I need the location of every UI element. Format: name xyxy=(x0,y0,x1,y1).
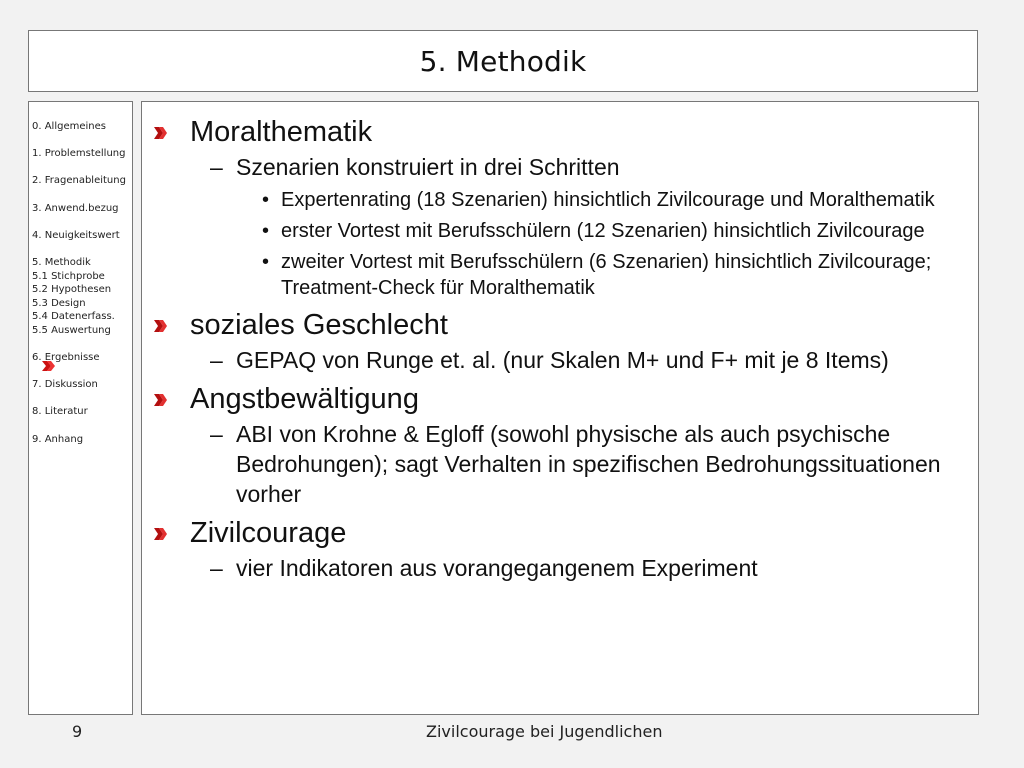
nav-item[interactable]: 5.2 Hypothesen xyxy=(32,284,112,296)
section-heading-text: Moralthematik xyxy=(190,116,373,148)
sub-point xyxy=(152,553,964,583)
red-arrow-bullet-icon xyxy=(154,393,168,407)
navigation-panel xyxy=(28,101,133,715)
nav-item[interactable]: 5.3 Design xyxy=(32,297,86,309)
nav-item[interactable]: 5.1 Stichprobe xyxy=(32,270,105,282)
section-heading xyxy=(152,307,964,343)
nav-item[interactable]: 1. Problemstellung xyxy=(32,148,126,160)
footer-title: Zivilcourage bei Jugendlichen xyxy=(426,722,663,741)
nav-item[interactable]: 5. Methodik xyxy=(32,256,91,268)
dot-bullet: • xyxy=(262,220,270,242)
nav-item[interactable]: 5.5 Auswertung xyxy=(32,324,111,336)
dot-bullet: • xyxy=(262,189,270,211)
nav-item[interactable]: 6. Ergebnisse xyxy=(32,352,100,364)
detail-point xyxy=(152,249,964,301)
sub-point-text: Szenarien konstruiert in drei Schritten xyxy=(236,154,620,180)
slide-content xyxy=(152,108,964,583)
section-heading xyxy=(152,114,964,150)
sub-point-text: GEPAQ von Runge et. al. (nur Skalen M+ und F+ mit je 8 Items) xyxy=(236,347,889,373)
slide-title-box xyxy=(28,30,978,92)
navigation-list xyxy=(32,120,126,460)
section-heading-text: Zivilcourage xyxy=(190,517,347,549)
sub-point-text: vier Indikatoren aus vorangegangenem Experiment xyxy=(236,555,758,581)
nav-item[interactable]: 3. Anwend.bezug xyxy=(32,202,119,214)
sub-point-text: ABI von Krohne & Egloff (sowohl physische als auch psychische Bedrohungen); sagt Verhalten in spezifischen Bedrohungssituationen vorher xyxy=(236,421,941,507)
red-arrow-bullet-icon xyxy=(154,319,168,333)
page-number: 9 xyxy=(72,722,83,741)
section-heading-text: soziales Geschlecht xyxy=(190,309,448,341)
section-heading xyxy=(152,515,964,551)
section-heading-text: Angstbewältigung xyxy=(190,383,419,415)
section-heading xyxy=(152,381,964,417)
detail-point-text: Expertenrating (18 Szenarien) hinsichtlich Zivilcourage und Moralthematik xyxy=(281,189,935,211)
dash-bullet: – xyxy=(210,347,223,373)
slide-footer xyxy=(0,720,1024,748)
detail-point-text: zweiter Vortest mit Berufsschülern (6 Szenarien) hinsichtlich Zivilcourage; Treatment-Check für Moralthematik xyxy=(281,251,932,299)
red-arrow-bullet-icon xyxy=(154,126,168,140)
nav-item[interactable]: 4. Neuigkeitswert xyxy=(32,229,120,241)
dot-bullet: • xyxy=(262,251,270,273)
nav-item[interactable]: 0. Allgemeines xyxy=(32,121,106,132)
dash-bullet: – xyxy=(210,555,223,581)
sub-point xyxy=(152,419,964,509)
dash-bullet: – xyxy=(210,421,223,447)
nav-item[interactable]: 2. Fragenableitung xyxy=(32,175,126,187)
detail-point xyxy=(152,218,964,244)
red-arrow-bullet-icon xyxy=(154,527,168,541)
sub-point xyxy=(152,345,964,375)
dash-bullet: – xyxy=(210,154,223,180)
nav-item[interactable]: 9. Anhang xyxy=(32,433,84,445)
detail-point xyxy=(152,187,964,213)
nav-item[interactable]: 8. Literatur xyxy=(32,406,88,418)
nav-item[interactable]: 7. Diskussion xyxy=(32,379,98,391)
nav-item[interactable]: 5.4 Datenerfass. xyxy=(32,311,115,323)
sub-point xyxy=(152,152,964,182)
slide-title: 5. Methodik xyxy=(419,44,587,78)
detail-point-text: erster Vortest mit Berufsschülern (12 Szenarien) hinsichtlich Zivilcourage xyxy=(281,220,925,242)
content-panel xyxy=(141,101,979,715)
